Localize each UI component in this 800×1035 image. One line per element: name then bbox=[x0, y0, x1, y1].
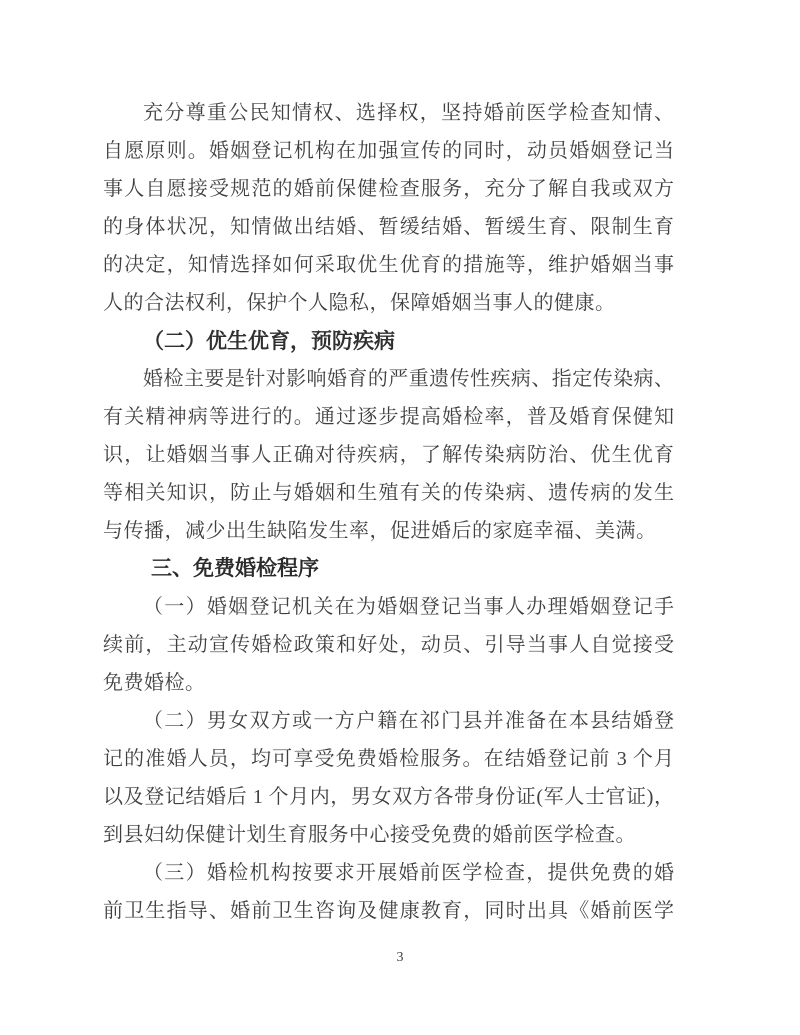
text-line: 到县妇幼保健计划生育服务中心接受免费的婚前医学检查。 bbox=[103, 824, 636, 846]
text-line: 与传播，减少出生缺陷发生率，促进婚后的家庭幸福、美满。 bbox=[103, 520, 657, 542]
page-number: 3 bbox=[396, 950, 404, 965]
text-line: 有关精神病等进行的。通过逐步提高婚检率，普及婚育保健知 bbox=[103, 406, 674, 428]
paragraph bbox=[103, 360, 674, 550]
text-line: （二）男女双方或一方户籍在祁门县并准备在本县结婚登 bbox=[143, 710, 674, 732]
text-line: 前卫生指导、婚前卫生咨询及健康教育，同时出具《婚前医学 bbox=[103, 900, 674, 922]
text-line: 婚检主要是针对影响婚育的严重遗传性疾病、指定传染病、 bbox=[143, 368, 674, 390]
text-line: 充分尊重公民知情权、选择权，坚持婚前医学检查知情、 bbox=[143, 102, 674, 124]
text-line: （三）婚检机构按要求开展婚前医学检查，提供免费的婚 bbox=[143, 862, 674, 884]
text-line: 人的合法权利，保护个人隐私，保障婚姻当事人的健康。 bbox=[103, 292, 616, 314]
text-line: 免费婚检。 bbox=[103, 672, 206, 694]
section-heading-youshengyouyu: （二）优生优育，预防疾病 bbox=[143, 329, 395, 353]
text-line: 自愿原则。婚姻登记机构在加强宣传的同时，动员婚姻登记当 bbox=[103, 140, 674, 162]
text-line: 的决定，知情选择如何采取优生优育的措施等，维护婚姻当事 bbox=[103, 254, 674, 276]
text-line: 续前，主动宣传婚检政策和好处，动员、引导当事人自觉接受 bbox=[103, 634, 674, 656]
paragraph bbox=[103, 702, 674, 854]
text-line: （一）婚姻登记机关在为婚姻登记当事人办理婚姻登记手 bbox=[143, 596, 674, 618]
paragraph bbox=[103, 588, 674, 702]
paragraph bbox=[103, 94, 674, 322]
paragraph bbox=[103, 854, 674, 930]
text-column bbox=[103, 94, 674, 930]
text-line: 等相关知识，防止与婚姻和生殖有关的传染病、遗传病的发生 bbox=[103, 482, 674, 504]
text-line: 事人自愿接受规范的婚前保健检查服务，充分了解自我或双方 bbox=[103, 178, 674, 200]
section-heading-mianfei-hunjian: 三、免费婚检程序 bbox=[151, 557, 319, 580]
text-line: 识，让婚姻当事人正确对待疾病，了解传染病防治、优生优育 bbox=[103, 444, 674, 466]
text-line: 记的准婚人员，均可享受免费婚检服务。在结婚登记前 3 个月 bbox=[103, 748, 674, 770]
text-line: 以及登记结婚后 1 个月内，男女双方各带身份证(军人士官证)， bbox=[103, 786, 674, 808]
text-line: 的身体状况，知情做出结婚、暂缓结婚、暂缓生育、限制生育 bbox=[103, 216, 674, 238]
